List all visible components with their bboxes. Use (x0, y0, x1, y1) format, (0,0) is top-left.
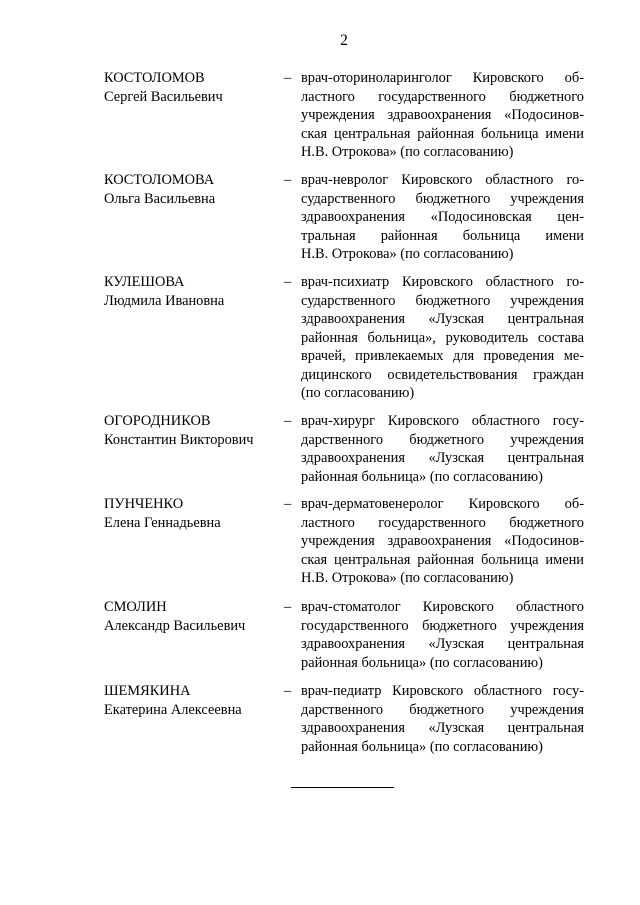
dash-separator: – (284, 172, 292, 188)
surname: КОСТОЛОМОВА (104, 172, 215, 188)
description-line: Н.В. Отрокова» (по согласованию) (301, 144, 514, 160)
surname: КОСТОЛОМОВ (104, 70, 205, 86)
description-line: здравоохранения «Лузская центральная (301, 720, 584, 736)
dash-separator: – (284, 496, 292, 512)
description-line: государственного бюджетного учреждения (301, 617, 584, 634)
given-names: Людмила Ивановна (104, 292, 225, 309)
dash-separator: – (284, 683, 292, 699)
description-line: врач-психиатр Кировского областного го- (301, 274, 584, 290)
position-description (301, 171, 584, 264)
description-line: здравоохранения «Лузская центральная (301, 450, 584, 466)
surname: КУЛЕШОВА (104, 274, 185, 290)
description-line: врач-педиатр Кировского областного госу- (301, 683, 584, 699)
given-names: Константин Викторович (104, 431, 254, 448)
position-description (301, 682, 584, 756)
position-description (301, 273, 584, 403)
given-names: Ольга Васильевна (104, 190, 216, 207)
person-name (104, 171, 284, 208)
position-description (301, 495, 584, 588)
surname: ПУНЧЕНКО (104, 496, 184, 512)
description-line: дарственного бюджетного учреждения (301, 431, 584, 448)
given-names: Елена Геннадьевна (104, 514, 221, 531)
description-line: врач-невролог Кировского областного го- (301, 172, 584, 188)
description-line: дарственного бюджетного учреждения (301, 701, 584, 718)
page-number: 2 (340, 32, 348, 49)
description-line: учреждения здравоохранения «Подосинов- (301, 107, 584, 123)
description-line: врач-оториноларинголог Кировского об- (301, 70, 584, 86)
description-line: тральная районная больница имени (301, 227, 584, 244)
description-line: здравоохранения «Лузская центральная (301, 311, 584, 327)
surname: ОГОРОДНИКОВ (104, 413, 211, 429)
description-line: Н.В. Отрокова» (по согласованию) (301, 570, 514, 586)
description-line: врач-стоматолог Кировского областного (301, 599, 584, 615)
description-line: врач-хирург Кировского областного госу- (301, 413, 584, 429)
given-names: Александр Васильевич (104, 617, 246, 634)
dash-separator: – (284, 70, 292, 86)
description-line: ская центральная районная больница имени (301, 551, 584, 568)
person-name (104, 69, 284, 106)
description-line: районная больница», руководитель состава (301, 329, 584, 346)
position-description (301, 412, 584, 486)
description-line: ластного государственного бюджетного (301, 514, 584, 531)
description-line: (по согласованию) (301, 385, 415, 401)
given-names: Сергей Васильевич (104, 88, 223, 105)
position-description (301, 69, 584, 162)
description-line: дицинского освидетельствования граждан (301, 366, 584, 383)
person-name (104, 598, 284, 635)
description-line: Н.В. Отрокова» (по согласованию) (301, 246, 514, 262)
description-line: врач-дерматовенеролог Кировского об- (301, 496, 584, 512)
description-line: здравоохранения «Лузская центральная (301, 636, 584, 652)
description-line: учреждения здравоохранения «Подосинов- (301, 533, 584, 549)
dash-separator: – (284, 274, 292, 290)
given-names: Екатерина Алексеевна (104, 701, 242, 718)
surname: СМОЛИН (104, 599, 167, 615)
description-line: врачей, привлекаемых для проведения ме- (301, 348, 584, 364)
person-name (104, 273, 284, 310)
description-line: сударственного бюджетного учреждения (301, 292, 584, 309)
description-line: районная больница» (по согласованию) (301, 468, 543, 485)
description-line: ластного государственного бюджетного (301, 88, 584, 105)
person-name (104, 495, 284, 532)
closing-rule (291, 787, 394, 788)
description-line: ская центральная районная больница имени (301, 125, 584, 142)
description-line: районная больница» (по согласованию) (301, 738, 543, 755)
position-description (301, 598, 584, 672)
person-name (104, 412, 284, 449)
description-line: здравоохранения «Подосиновская цен- (301, 209, 584, 225)
dash-separator: – (284, 413, 292, 429)
description-line: сударственного бюджетного учреждения (301, 190, 584, 207)
description-line: районная больница» (по согласованию) (301, 654, 543, 671)
person-name (104, 682, 284, 719)
dash-separator: – (284, 599, 292, 615)
surname: ШЕМЯКИНА (104, 683, 191, 699)
